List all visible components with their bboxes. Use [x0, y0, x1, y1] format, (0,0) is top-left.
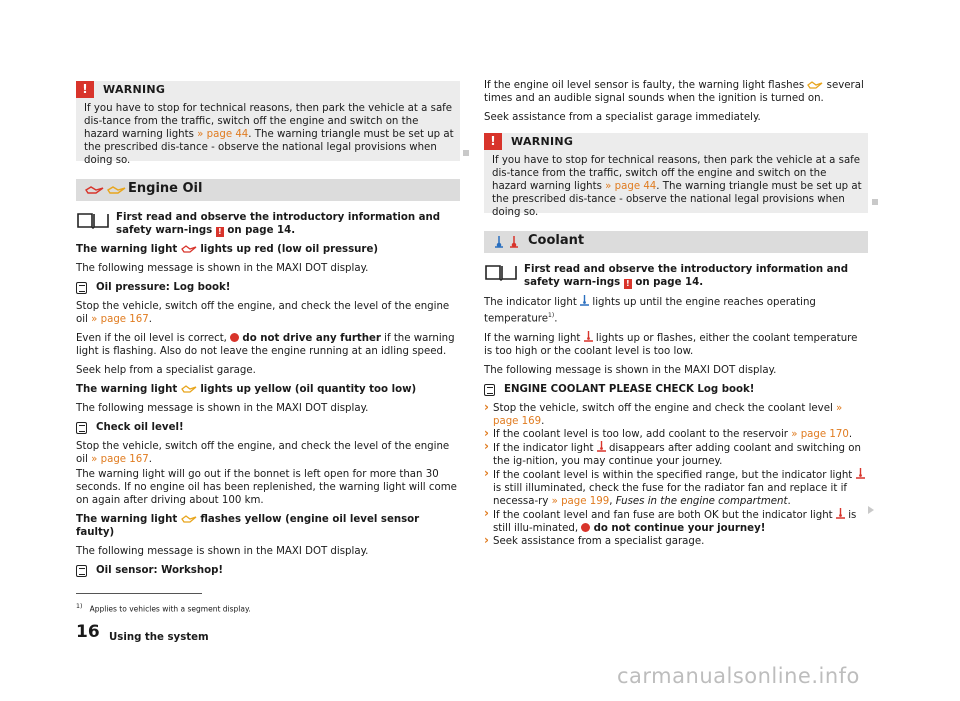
paragraph: The following message is shown in the MAXI DOT display.	[76, 263, 369, 274]
left-body: The warning light lights up red (low oil pressure) The following message is shown in the MAXI DOT display. Oil pressure: Log book! Stop the vehicle, switch off the engine, and check the level of the engine oil » page 167. Even if the oil level is correct, do not drive any further if the warning light is flashing. Also do not leave the engine running at an idling speed. Seek help from a specialist garage. The warning light lights up yellow (oil quantity too low) The following message is shown in the MAXI DOT display. Check oil level! Stop the vehicle, switch off the engine, and check the level of the engine oil » page 167. The warning light will go out if the bonnet is left open for more than 30 seconds. If no engine oil has been replenished, the warning light will come on again after driving about 100 km. The warning light flashes yellow (engine oil level sensor faulty) The following message is shown in the MAXI DOT display. Oil sensor: Workshop!	[76, 243, 460, 583]
footnote-divider	[76, 593, 202, 594]
right-top-text: If the engine oil level sensor is faulty, the warning light flashes several times and an audible signal sounds when the ignition is turned on. Seek assistance from a specialist garage immediately.	[484, 79, 868, 130]
page-link[interactable]: » page 170	[791, 429, 849, 441]
stop-icon	[230, 333, 239, 342]
display-message-icon	[76, 565, 87, 577]
oil-can-icons	[84, 184, 128, 196]
warning-box-left	[76, 81, 460, 166]
read-first-book-icon	[76, 210, 110, 230]
list-item: › If the indicator light disappears after adding coolant and switching on the ig-nition, you may continue your journey.	[484, 441, 868, 468]
footnote: $^{1)}$ Applies to vehicles with a segment display.	[76, 603, 251, 614]
coolant-red-icon	[836, 508, 845, 519]
paragraph: The warning light will go out if the bonnet is left open for more than 30 seconds. If no engine oil has been replenished, the warning light will come on again after driving about 100 km.	[76, 469, 457, 506]
page-section-label: Using the system	[109, 632, 209, 643]
oil-level-yellow-icon	[181, 384, 197, 393]
oil-sensor-yellow-icon	[807, 80, 823, 89]
coolant-red-icon	[856, 468, 865, 479]
stop-icon	[581, 523, 590, 532]
list-item: › If the coolant level is within the specified range, but the indicator light is still illuminated, check the fuse for the radiator fan and replace it if necessa-ry » page 199, Fuses in the engine compartment.	[484, 468, 868, 508]
oil-pressure-red-icon	[181, 244, 197, 253]
warning-exclamation-icon: !	[76, 81, 94, 98]
page-link[interactable]: » page 199	[551, 496, 610, 508]
page-link[interactable]: » page 167	[91, 314, 149, 325]
page-link[interactable]: » page 44	[605, 181, 657, 192]
list-item: › Stop the vehicle, switch off the engine and check the coolant level » page 169.	[484, 402, 868, 428]
warning-box-right	[484, 133, 868, 218]
page-number: 16	[76, 622, 100, 642]
paragraph: Stop the vehicle, switch off the engine, and check the level of the engine oil » page 167.	[76, 301, 450, 325]
display-message-icon	[76, 282, 87, 294]
warning-text: If you have to stop for technical reasons, then park the vehicle at a safe dis-tance from the traffic, switch off the engine and switch on the hazard warning lights » page 44. The warning triangle must be set up at the prescribed dis-tance - observe the national legal provisions when doing so.	[492, 155, 862, 218]
coolant-blue-icon	[580, 295, 589, 306]
paragraph: Even if the oil level is correct, do not drive any further if the warning light is flashing. Also do not leave the engine running at an idling speed.	[76, 333, 455, 357]
maxi-dot-message: ENGINE COOLANT PLEASE CHECK Log book!	[484, 383, 868, 396]
coolant-red-icon	[597, 441, 606, 452]
exclamation-icon: !	[624, 279, 632, 289]
maxi-dot-message: Check oil level!	[76, 421, 460, 434]
list-item: › If the coolant level is too low, add coolant to the reservoir » page 170.	[484, 428, 868, 441]
coolant-temperature-icons	[494, 235, 522, 249]
right-body: The indicator light lights up until the engine reaches operating temperature$^{1)}$. If the warning light lights up or flashes, either the coolant temperature is too high or the coolant level is too low. The following message is shown in the MAXI DOT display. ENGINE COOLANT PLEASE CHECK Log book! › Stop the vehicle, switch off the engine and check the coolant level » page 169. › If the coolant level is too low, add coolant to the reservoir » page 170. › If the indicator light disappears after adding coolant and switching on the ig-nition, you may continue your journey. › If the coolant level is within the specified range, but the indicator light is still illuminated, check the fuse for the radiator fan and replace it if necessa-ry » page 199, Fuses in the engine compartment. › If the coolant level and fan fuse are both OK but the indicator light is still illu-minated, do not continue your journey! › Seek assistance from a specialist garage.	[484, 295, 868, 548]
maxi-dot-message: Oil sensor: Workshop!	[76, 564, 460, 577]
paragraph: The following message is shown in the MAXI DOT display.	[76, 403, 369, 414]
paragraph: The following message is shown in the MAXI DOT display.	[484, 365, 777, 377]
page-link[interactable]: » page 167	[91, 454, 149, 465]
section-title: Coolant	[528, 233, 585, 248]
read-first-book-icon	[484, 262, 518, 282]
warning-title: WARNING	[103, 83, 166, 96]
intro-text: First read and observe the introductory information and safety warn-ings ! on page 14.	[116, 212, 441, 236]
section-title: Engine Oil	[128, 181, 203, 196]
section-end-mark	[463, 150, 469, 156]
exclamation-icon: !	[216, 227, 224, 237]
maxi-dot-message: Oil pressure: Log book!	[76, 281, 460, 294]
page-link[interactable]: » page 44	[197, 129, 249, 140]
paragraph: Seek assistance from a specialist garage immediately.	[484, 112, 761, 123]
intro-text: First read and observe the introductory information and safety warn-ings ! on page 14.	[524, 264, 849, 288]
display-message-icon	[484, 384, 495, 396]
section-header-coolant	[484, 231, 868, 253]
list-item: › If the coolant level and fan fuse are both OK but the indicator light is still illu-minated, do not continue your journey!	[484, 508, 868, 535]
warning-exclamation-icon: !	[484, 133, 502, 150]
display-message-icon	[76, 422, 87, 434]
coolant-red-icon	[584, 331, 593, 342]
section-end-mark	[872, 199, 878, 205]
continue-arrow	[868, 506, 874, 514]
page-link[interactable]: » page 169	[493, 403, 843, 428]
paragraph: The following message is shown in the MAXI DOT display.	[76, 546, 369, 557]
oil-sensor-yellow-icon	[181, 514, 197, 523]
paragraph: Stop the vehicle, switch off the engine, and check the level of the engine oil » page 167.	[76, 441, 450, 465]
warning-text: If you have to stop for technical reasons, then park the vehicle at a safe dis-tance from the traffic, switch off the engine and switch on the hazard warning lights » page 44. The warning triangle must be set up at the prescribed dis-tance - observe the national legal provisions when doing so.	[84, 103, 454, 166]
paragraph: Seek help from a specialist garage.	[76, 365, 256, 376]
warning-title: WARNING	[511, 135, 574, 148]
list-item: › Seek assistance from a specialist garage.	[484, 535, 868, 548]
section-header-engine-oil	[76, 179, 460, 201]
watermark: carmanualsonline.info	[617, 664, 860, 688]
